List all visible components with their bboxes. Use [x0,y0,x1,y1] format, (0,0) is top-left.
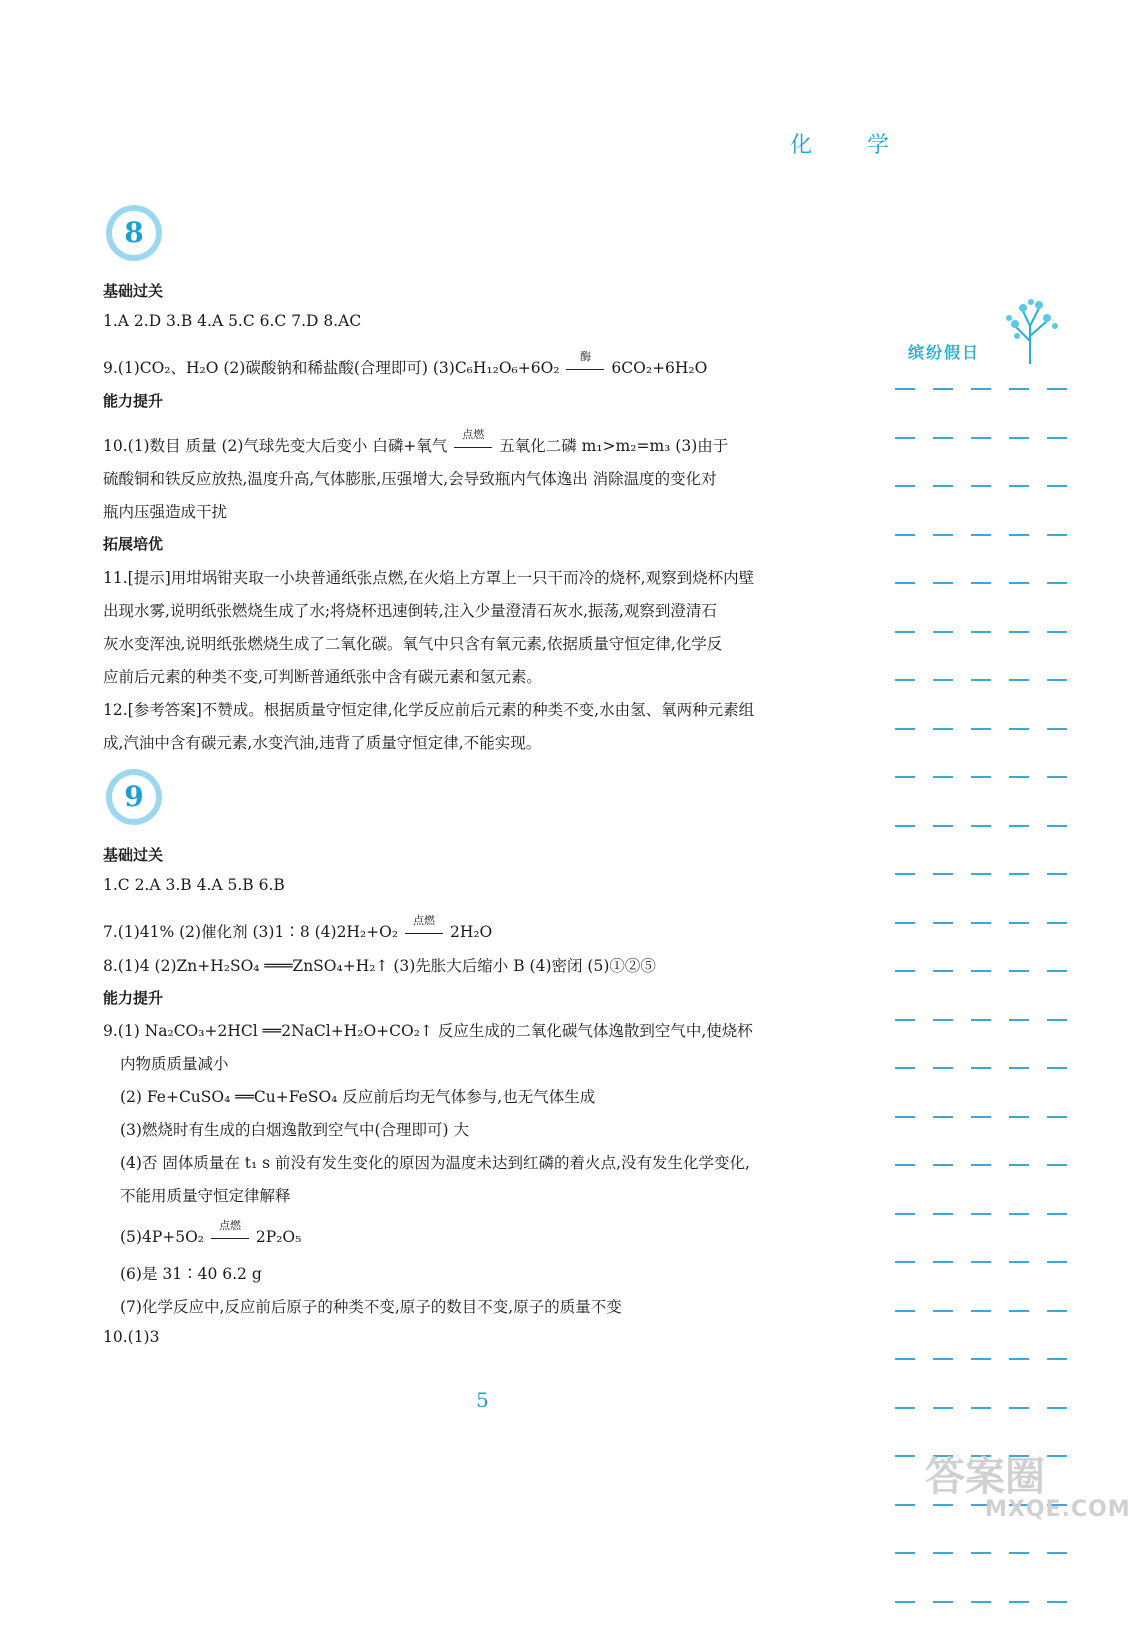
note-line [895,776,1088,825]
answer-line [103,434,728,456]
answer-line [120,1228,301,1246]
note-line [895,1601,1088,1649]
reaction-condition [564,362,606,377]
answer-line: 瓶内压强造成干扰 [103,500,227,522]
watermark-url: MXQE.COM [985,1497,1131,1522]
subject-title: 化 学 [790,128,913,159]
answer-line: (7)化学反应中,反应前后原子的种类不变,原子的数目不变,原子的质量不变 [120,1295,622,1317]
condition-label: 点燃 [219,1217,241,1233]
section-badge-number: 8 [104,203,164,263]
answer-line: (4)否 固体质量在 t₁ s 前没有发生变化的原因为温度未达到红磷的着火点,没有发生化学变化, [120,1151,750,1173]
answer-line: 不能用质量守恒定律解释 [120,1184,291,1206]
answer-line: (2) Fe+CuSO₄ ══Cu+FeSO₄ 反应前后均无气体参与,也无气体生成 [120,1085,595,1107]
reaction-condition [452,440,494,455]
text: 9.(1)CO₂、H₂O (2)碳酸钠和稀盐酸(合理即可) (3)C₆H₁₂O₆+6O₂ [103,359,560,377]
condition-label: 酶 [580,348,591,364]
heading-ability: 能力提升 [103,390,163,411]
note-line [895,728,1088,777]
text: 2H₂O [450,923,492,941]
answer-line: 1.A 2.D 3.B 4.A 5.C 6.C 7.D 8.AC [103,312,361,330]
note-line [895,582,1088,631]
note-line [895,1019,1088,1068]
answer-line [103,920,492,942]
text: 五氧化二磷 m₁>m₂=m₃ (3)由于 [499,437,728,455]
text: 2P₂O₅ [256,1228,301,1246]
note-line [895,825,1088,874]
note-line [895,388,1088,437]
answer-line: (6)是 31∶40 6.2 g [120,1262,262,1284]
section-badge-number: 9 [104,767,164,827]
note-line [895,970,1088,1019]
text: 7.(1)41% (2)催化剂 (3)1∶8 (4)2H₂+O₂ [103,923,398,941]
watermark: 答案圈 [925,1445,1045,1502]
reaction-condition [403,926,445,941]
note-line [895,1067,1088,1116]
answer-line: 灰水变浑浊,说明纸张燃烧生成了二氧化碳。氧气中只含有氧元素,依据质量守恒定律,化学反 [103,632,722,654]
note-line [895,873,1088,922]
text: 6CO₂+6H₂O [611,359,707,377]
logo-text: 缤纷假日 [908,340,980,363]
text: 10.(1)数目 质量 (2)气球先变大后变小 白磷+氧气 [103,437,447,455]
answer-line: 成,汽油中含有碳元素,水变汽油,违背了质量守恒定律,不能实现。 [103,731,541,753]
answer-line: 10.(1)3 [103,1328,159,1346]
answer-line: 9.(1) Na₂CO₃+2HCl ══2NaCl+H₂O+CO₂↑ 反应生成的二氧化碳气体逸散到空气中,使烧杯 [103,1019,753,1041]
note-line [895,534,1088,583]
note-line [895,1116,1088,1165]
note-line [895,1358,1088,1407]
note-line [895,1310,1088,1359]
heading-ability: 能力提升 [103,987,163,1008]
answer-line: 应前后元素的种类不变,可判断普通纸张中含有碳元素和氢元素。 [103,665,542,687]
answer-line: (3)燃烧时有生成的白烟逸散到空气中(合理即可) 大 [120,1118,469,1140]
answer-line: 12.[参考答案]不赞成。根据质量守恒定律,化学反应前后元素的种类不变,水由氢、氧两种元素组 [103,698,754,720]
note-line [895,679,1088,728]
heading-basic: 基础过关 [103,280,163,301]
note-line [895,1213,1088,1262]
note-line [895,922,1088,971]
page-number: 5 [476,1388,489,1412]
note-line [895,485,1088,534]
condition-label: 点燃 [413,912,435,928]
note-line [895,1164,1088,1213]
answer-line: 出现水雾,说明纸张燃烧生成了水;将烧杯迅速倒转,注入少量澄清石灰水,振荡,观察到澄清石 [103,599,717,621]
condition-label: 点燃 [462,426,484,442]
tree-logo-icon [995,296,1065,366]
answer-line: 8.(1)4 (2)Zn+H₂SO₄ ═══ZnSO₄+H₂↑ (3)先胀大后缩小 B (4)密闭 (5)①②⑤ [103,954,656,976]
answer-line: 1.C 2.A 3.B 4.A 5.B 6.B [103,876,285,894]
answer-line [103,356,707,378]
note-line [895,1552,1088,1601]
reaction-condition [209,1231,251,1246]
heading-basic: 基础过关 [103,844,163,865]
answer-line: 硫酸铜和铁反应放热,温度升高,气体膨胀,压强增大,会导致瓶内气体逸出 消除温度的变化对 [103,467,717,489]
text: (5)4P+5O₂ [120,1228,204,1246]
heading-extension: 拓展培优 [103,533,163,554]
note-line [895,437,1088,486]
note-line [895,1261,1088,1310]
answer-line: 内物质质量减小 [120,1052,229,1074]
answer-line: 11.[提示]用坩埚钳夹取一小块普通纸张点燃,在火焰上方罩上一只干而冷的烧杯,观察到烧杯内壁 [103,566,754,588]
note-line [895,631,1088,680]
